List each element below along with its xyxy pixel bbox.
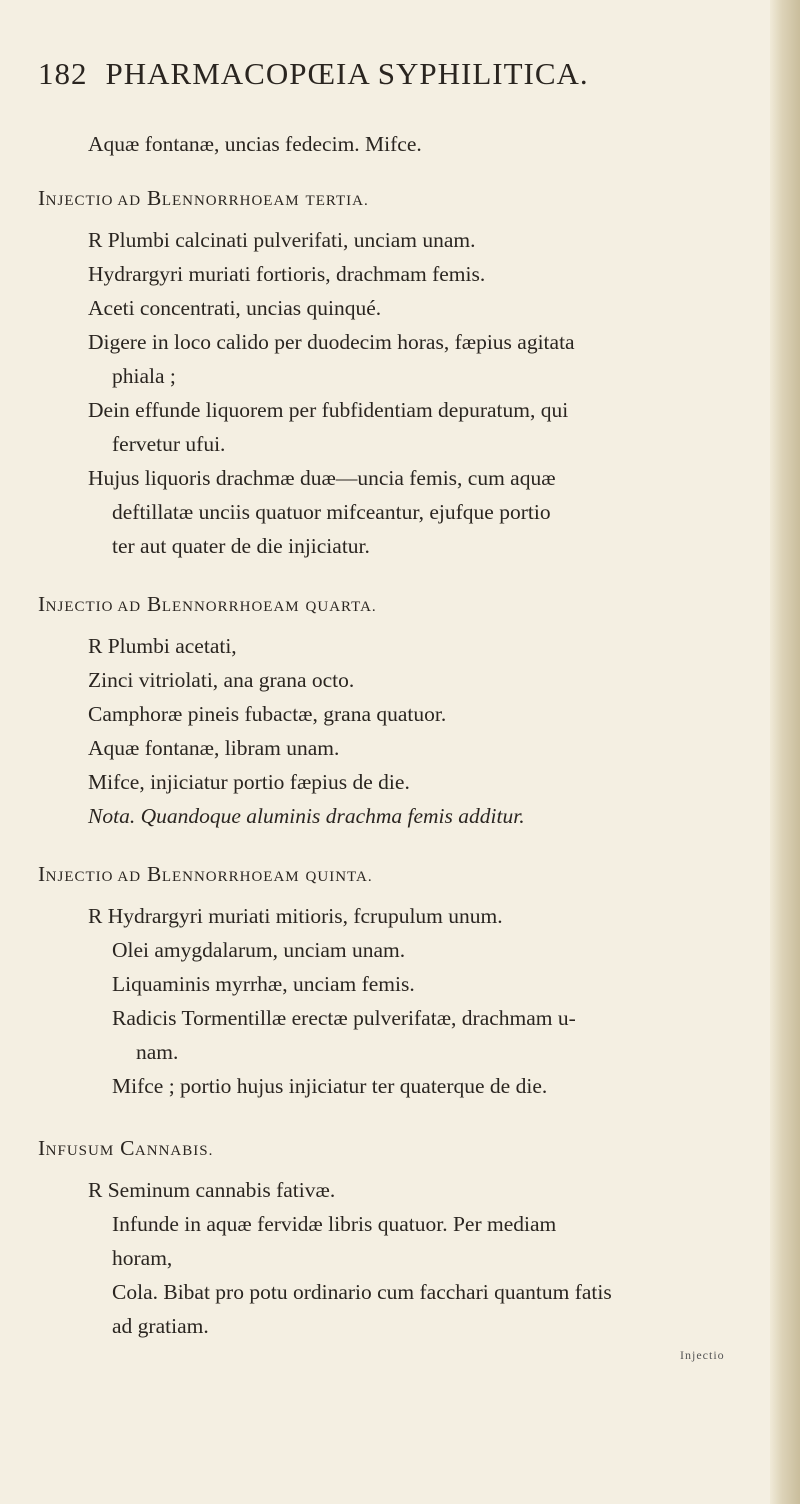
recipe-line: Infunde in aquæ fervidæ libris quatuor. Per mediam [112,1212,557,1236]
recipe-line: Camphoræ pineis fubactæ, grana quatuor. [88,702,447,726]
running-header [38,56,778,92]
section-heading-tertia: INJECTIO AD BLENNORRHOEAM TERTIA. [38,186,369,210]
section-heading-quinta: INJECTIO AD BLENNORRHOEAM QUINTA. [38,862,373,886]
recipe-line: R Seminum cannabis fativæ. [88,1178,336,1202]
page-number: 182 [38,56,88,91]
recipe-line: Aquæ fontanæ, libram unam. [88,736,340,760]
recipe-line: R Plumbi calcinati pulverifati, unciam unam. [88,228,476,252]
recipe-line: Aceti concentrati, uncias quinqué. [88,296,382,320]
recipe-line: fervetur ufui. [112,432,226,456]
running-title: PHARMACOPŒIA SYPHILITICA. [105,56,589,91]
recipe-line: deftillatæ unciis quatuor mifceantur, ejufque portio [112,500,551,524]
recipe-line: Mifce, injiciatur portio fæpius de die. [88,770,410,794]
catchword: Injectio [680,1348,725,1362]
recipe-line: phiala ; [112,364,176,388]
recipe-line: Digere in loco calido per duodecim horas, fæpius agitata [88,330,575,354]
recipe-line: Mifce ; portio hujus injiciatur ter quaterque de die. [112,1074,548,1098]
recipe-line: Dein effunde liquorem per fubfidentiam depuratum, qui [88,398,569,422]
section-heading-quarta: INJECTIO AD BLENNORRHOEAM QUARTA. [38,592,377,616]
page-edge-shadow [770,0,800,1504]
nota-line: Nota. Quandoque aluminis drachma femis additur. [88,804,525,828]
recipe-line: R Plumbi acetati, [88,634,237,658]
recipe-line: ad gratiam. [112,1314,209,1338]
recipe-line: Cola. Bibat pro potu ordinario cum facchari quantum fatis [112,1280,612,1304]
recipe-line: R Hydrargyri muriati mitioris, fcrupulum unum. [88,904,503,928]
recipe-line: nam. [136,1040,179,1064]
recipe-line: Liquaminis myrrhæ, unciam femis. [112,972,415,996]
recipe-line: Hujus liquoris drachmæ duæ—uncia femis, cum aquæ [88,466,556,490]
recipe-line: Radicis Tormentillæ erectæ pulverifatæ, drachmam u- [112,1006,576,1030]
recipe-line: horam, [112,1246,173,1270]
recipe-line: Olei amygdalarum, unciam unam. [112,938,406,962]
section-heading-infusum: INFUSUM CANNABIS. [38,1136,214,1160]
recipe-line: Zinci vitriolati, ana grana octo. [88,668,355,692]
recipe-line: ter aut quater de die injiciatur. [112,534,370,558]
recipe-line: Hydrargyri muriati fortioris, drachmam femis. [88,262,486,286]
text-line: Aquæ fontanæ, uncias fedecim. Mifce. [88,132,422,156]
